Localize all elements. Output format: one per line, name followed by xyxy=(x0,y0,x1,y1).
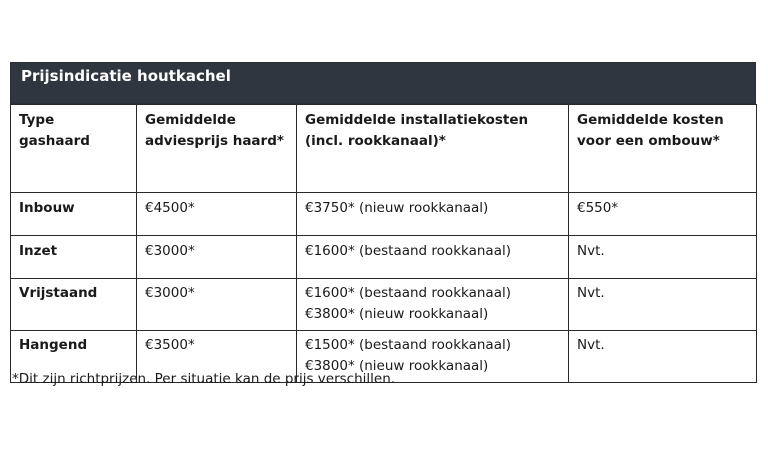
cell-ombouw: Nvt. xyxy=(569,331,757,383)
cell-price: €3500* xyxy=(137,331,297,383)
cell-ombouw: Nvt. xyxy=(569,236,757,279)
cell-ombouw: Nvt. xyxy=(569,279,757,331)
cell-price: €4500* xyxy=(137,193,297,236)
cell-ombouw: €550* xyxy=(569,193,757,236)
cell-install xyxy=(297,279,569,331)
cell-price: €3000* xyxy=(137,279,297,331)
cell-type: Vrijstaand xyxy=(11,279,137,331)
header-row xyxy=(11,105,757,193)
table-title: Prijsindicatie houtkachel xyxy=(10,62,756,104)
price-table xyxy=(10,104,757,383)
column-header-ombouw: Gemiddelde kosten voor een ombouw* xyxy=(569,105,757,193)
cell-type: Hangend xyxy=(11,331,137,383)
cell-price: €3000* xyxy=(137,236,297,279)
cell-install xyxy=(297,193,569,236)
column-header-install: Gemiddelde installatiekosten (incl. rookkanaal)* xyxy=(297,105,569,193)
column-header-price: Gemiddelde adviesprijs haard* xyxy=(137,105,297,193)
cell-install xyxy=(297,236,569,279)
install-line: €1600* (bestaand rookkanaal) xyxy=(305,243,511,259)
footnote: *Dit zijn richtprijzen. Per situatie kan de prijs verschillen. xyxy=(12,371,396,387)
table-row xyxy=(11,279,757,331)
cell-type: Inzet xyxy=(11,236,137,279)
install-line: €3800* (nieuw rookkanaal) xyxy=(305,358,489,374)
column-header-type: Type gashaard xyxy=(11,105,137,193)
install-line: €3800* (nieuw rookkanaal) xyxy=(305,306,489,322)
install-line: €1600* (bestaand rookkanaal) xyxy=(305,285,511,301)
install-line: €1500* (bestaand rookkanaal) xyxy=(305,337,511,353)
price-table-container xyxy=(10,62,756,383)
table-row xyxy=(11,236,757,279)
cell-type: Inbouw xyxy=(11,193,137,236)
table-row xyxy=(11,193,757,236)
install-line: €3750* (nieuw rookkanaal) xyxy=(305,200,489,216)
